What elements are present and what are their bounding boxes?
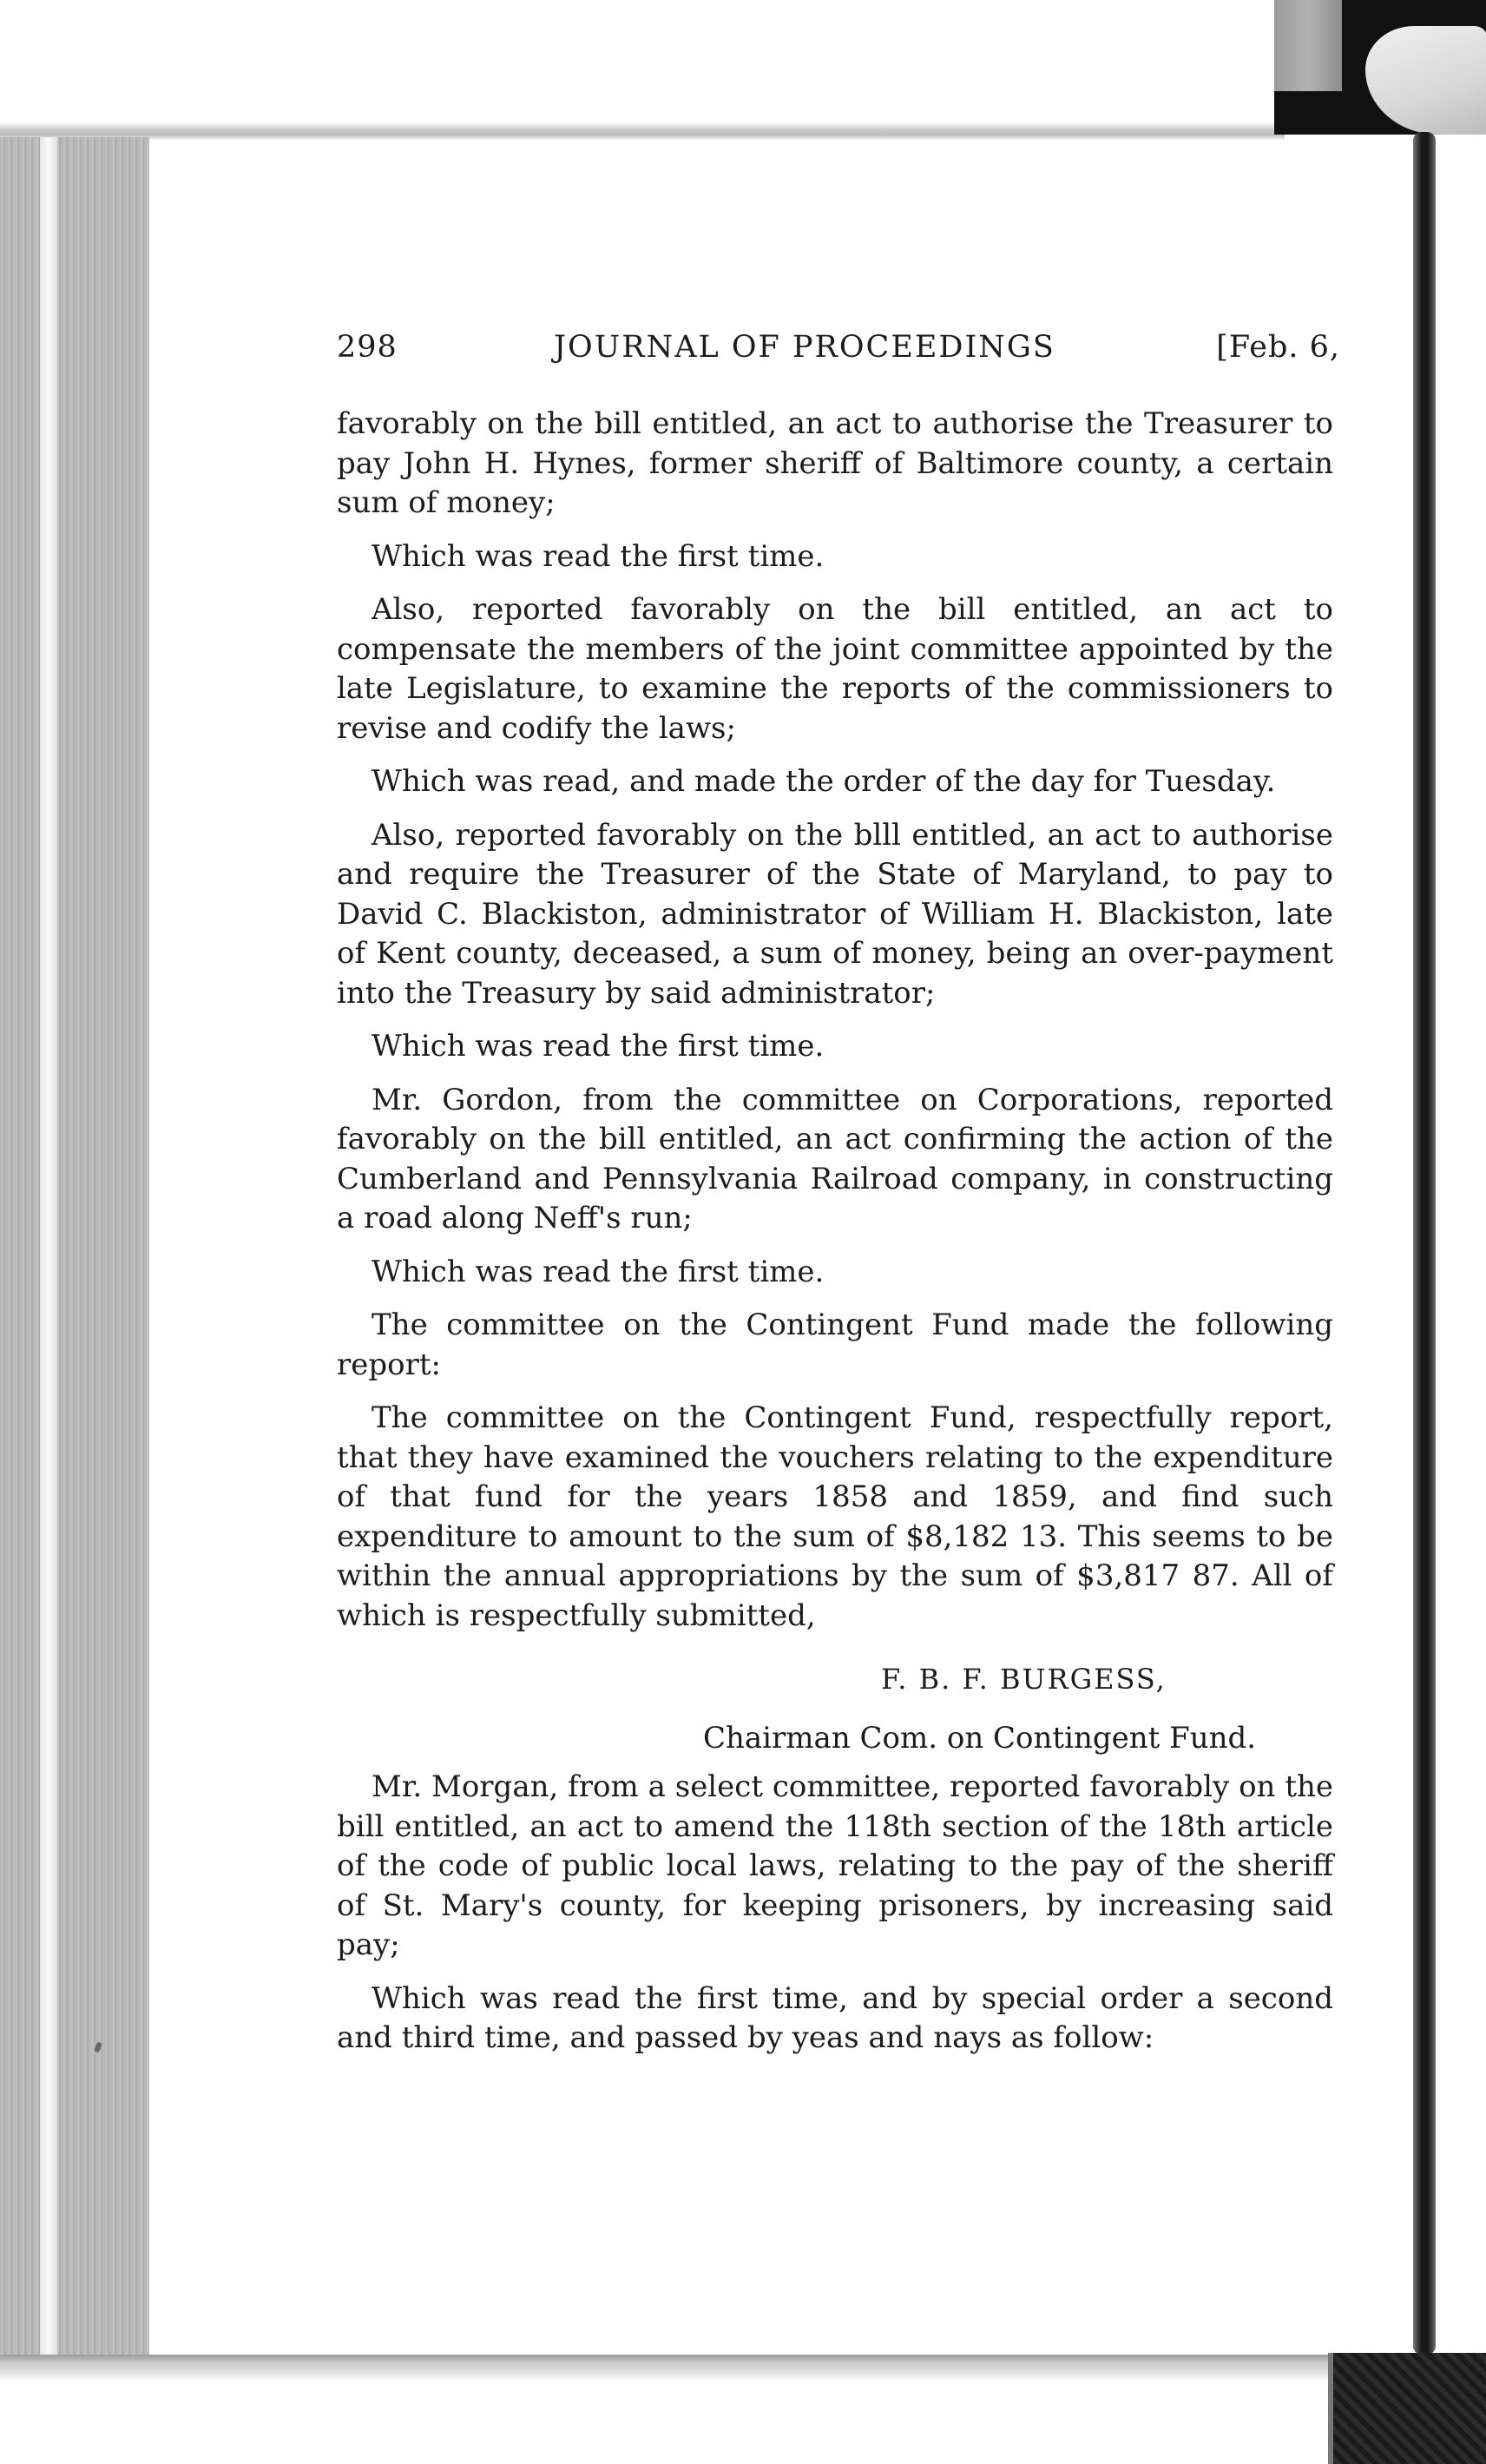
paper-curl [1365,26,1486,135]
paragraph: Which was read the first time. [372,538,825,574]
paragraph: Which was read the first time. [372,1029,825,1064]
page-bottom-edge-shadow [0,2355,1337,2381]
paragraph: Mr. Morgan, from a select committee, reported favorably on the bill entitled, an act to amend the 118th section of the 18th article of the code of public local laws, relating to the pay of the sheriff of St. Mary's county, for keeping prisoners, by increasing said pay; [337,1769,1333,1962]
paragraph: Mr. Gordon, from the committee on Corporations, reported favorably on the bill entitled, an act confirming the action of the Cumberland and Pennsylvania Railroad company, in constructing a road along Neff's run; [337,1082,1333,1235]
signature-name: F. B. F. BURGESS, [881,1663,1167,1696]
running-date: [Feb. 6, [1216,330,1340,365]
page-edge-gap [40,137,57,2360]
book-page-edges [0,137,149,2360]
book-binding-top-corner [1274,0,1486,135]
paragraph: favorably on the bill entitled, an act to authorise the Treasurer to pay John H. Hynes, former sheriff of Baltimore county, a certain sum of money; [337,406,1333,520]
running-head [337,330,1340,380]
binding-gray-block [1274,0,1342,91]
page-number: 298 [337,330,398,365]
paragraph: The committee on the Contingent Fund, respectfully report, that they have examined the vouchers relating to the expenditure of that fund for the years 1858 and 1859, and find such expenditure to amount to the sum of $8,182 13. This seems to be within the annual appropriations by the sum of $3,817 87. All of which is respectfully submitted, [337,1400,1333,1633]
book-binding-bottom-corner [1328,2353,1486,2464]
book-gutter-shadow [1413,132,1436,2355]
page-top-edge-shadow [0,122,1285,141]
paragraph: The committee on the Contingent Fund made the following report: [337,1308,1333,1382]
paragraph: Which was read the first time, and by special order a second and third time, and passed by yeas and nays as follow: [337,1980,1333,2055]
binding-edge [1328,2353,1333,2464]
paragraph: Also, reported favorably on the blll entitled, an act to authorise and require the Treasurer of the State of Maryland, to pay to David C. Blackiston, administrator of William H. Blackiston, late of Kent county, deceased, a sum of money, being an over-payment into the Treasury by said administrator; [337,817,1333,1011]
paragraph: Also, reported favorably on the bill entitled, an act to compensate the members of the joint committee appointed by the late Legislature, to examine the reports of the commissioners to revise and codify the laws; [337,592,1333,746]
running-title: JOURNAL OF PROCEEDINGS [554,330,1055,365]
paragraph: Which was read the first time. [372,1254,825,1289]
book-page [337,330,1340,2072]
paragraph: Which was read, and made the order of the day for Tuesday. [372,764,1276,799]
signature-title: Chairman Com. on Contingent Fund. [703,1721,1257,1756]
